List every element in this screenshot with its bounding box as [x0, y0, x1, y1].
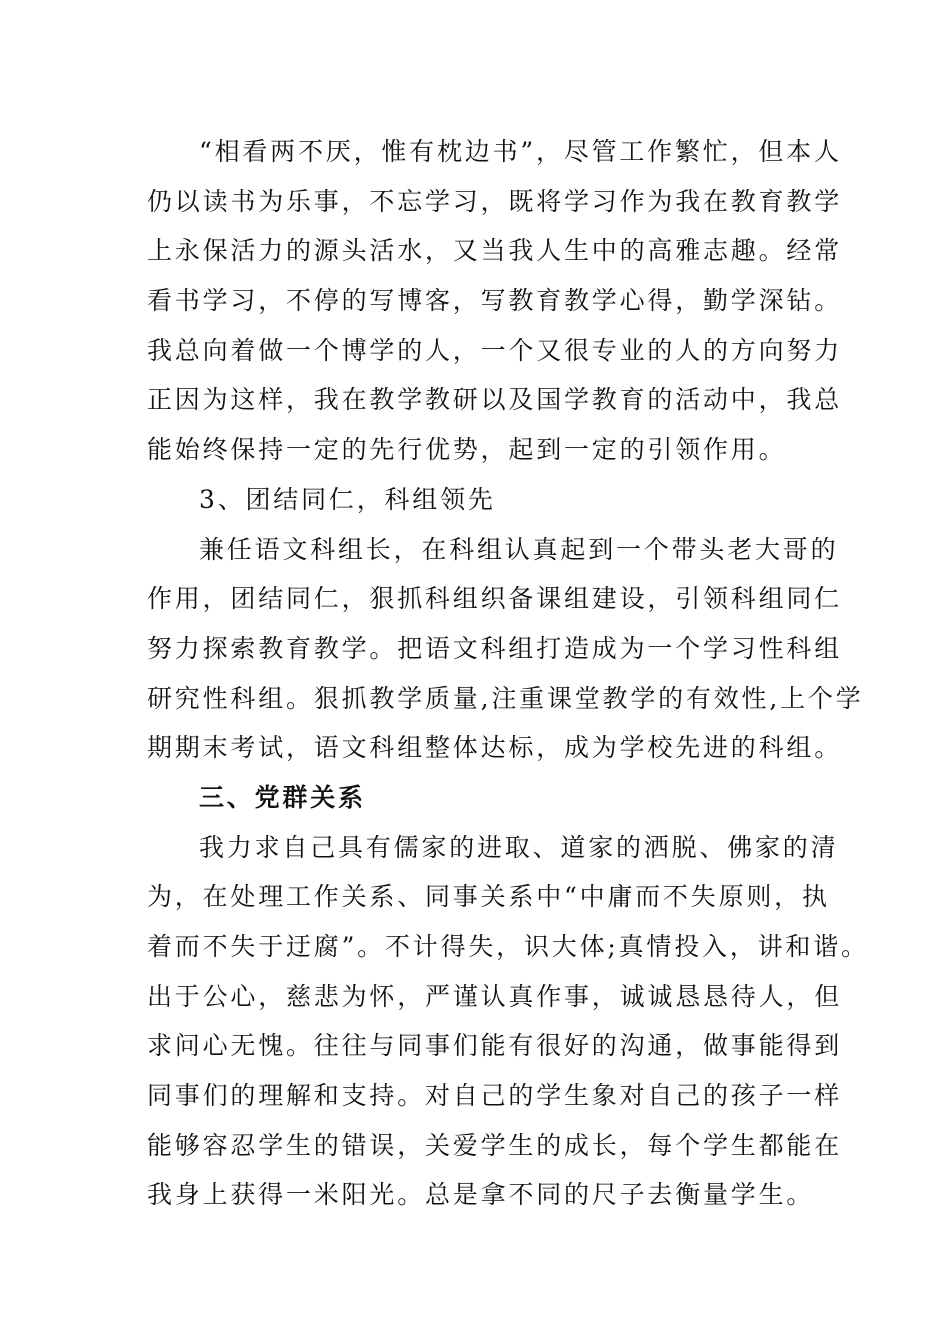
text-line: 上永保活力的源头活水，又当我人生中的高雅志趣。经常: [147, 236, 843, 266]
text-line: 作用，团结同仁，狠抓科组织备课组建设，引领科组同仁: [147, 584, 843, 614]
text-line: 兼任语文科组长，在科组认真起到一个带头老大哥的: [199, 534, 839, 564]
text-line: 努力探索教育教学。把语文科组打造成为一个学习性科组: [147, 633, 843, 663]
text-line: 我身上获得一米阳光。总是拿不同的尺子去衡量学生。: [147, 1180, 815, 1210]
paragraph-reading: [147, 127, 843, 475]
paragraph-relations: [147, 823, 869, 1221]
text-line: 能够容忍学生的错误，关爱学生的成长，每个学生都能在: [147, 1130, 843, 1160]
text-line: 期期末考试，语文科组整体达标，成为学校先进的科组。: [147, 733, 843, 763]
text-line: 我力求自己具有儒家的进取、道家的洒脱、佛家的清: [199, 832, 839, 862]
text-line: 仍以读书为乐事，不忘学习，既将学习作为我在教育教学: [147, 186, 843, 216]
text-line: “相看两不厌，惟有枕边书”，尽管工作繁忙，但本人: [199, 137, 842, 166]
text-line: 研究性科组。狠抓教学质量,注重课堂教学的有效性,上个学: [147, 683, 864, 713]
section-heading-party-relations: 三、党群关系: [199, 782, 366, 812]
document-body: [147, 127, 869, 1220]
paragraph-subject-group: [147, 525, 864, 773]
subheading-unite-colleagues: 3、团结同仁，科组领先: [199, 484, 496, 514]
text-line: 正因为这样，我在教学教研以及国学教育的活动中，我总: [147, 385, 843, 415]
text-line: 能始终保持一定的先行优势，起到一定的引领作用。: [147, 435, 787, 465]
text-line: 着而不失于迂腐”。不计得失，识大体;真情投入，讲和谐。: [147, 932, 869, 961]
text-line: 我总向着做一个博学的人，一个又很专业的人的方向努力: [147, 335, 843, 365]
text-line: 求问心无愧。往往与同事们能有很好的沟通，做事能得到: [147, 1031, 843, 1061]
text-line: 看书学习，不停的写博客，写教育教学心得，勤学深钻。: [147, 286, 843, 316]
text-line: 同事们的理解和支持。对自己的学生象对自己的孩子一样: [147, 1081, 843, 1111]
text-line: 出于公心，慈悲为怀，严谨认真作事，诚诚恳恳待人，但: [147, 981, 843, 1011]
text-line: 为，在处理工作关系、同事关系中“中庸而不失原则，执: [147, 882, 830, 912]
